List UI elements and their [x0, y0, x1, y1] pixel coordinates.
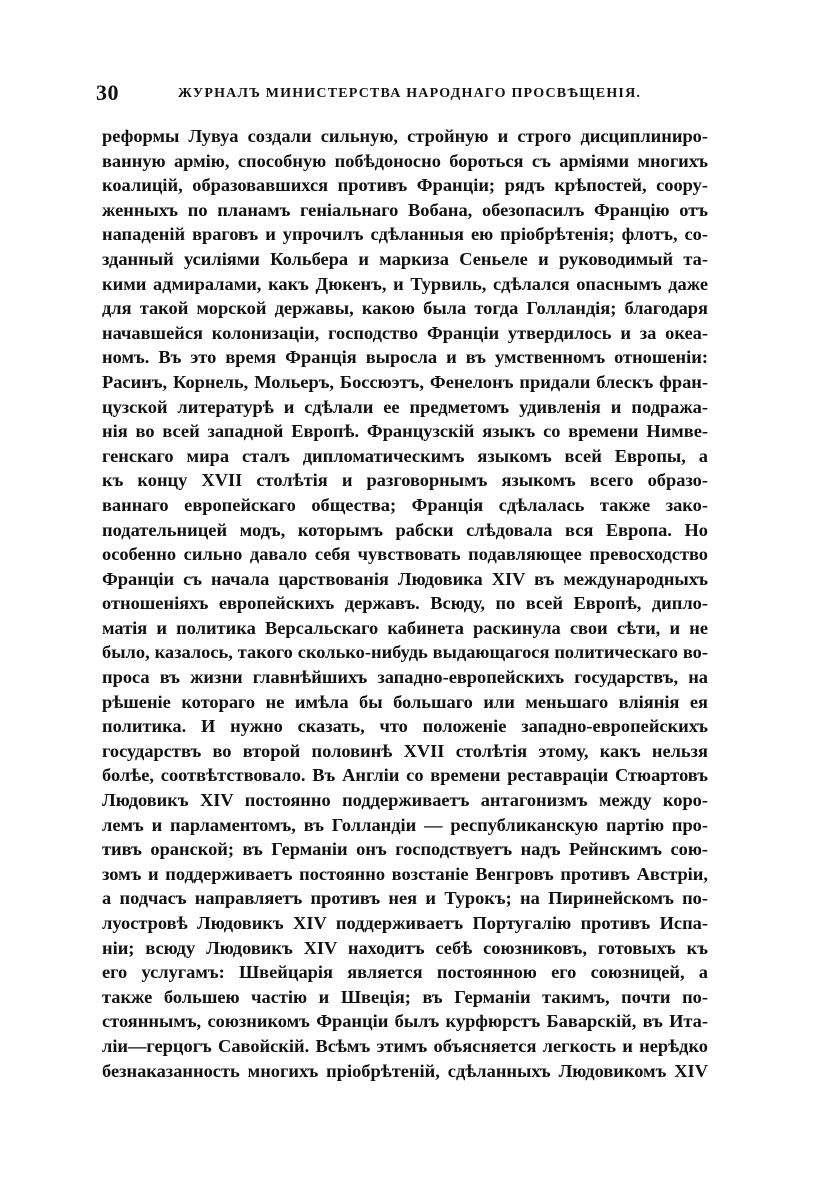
text-line: нія во всей западной Европѣ. Французскій языкъ со времени Нимве-	[102, 421, 708, 442]
text-line: Франціи съ начала царствованія Людовика XIV въ международныхъ	[102, 568, 708, 589]
body-text	[102, 124, 708, 1083]
text-line: особенно сильно давало себя чувствовать подавляющее превосходство	[102, 544, 708, 565]
text-line: политика. И нужно сказать, что положеніе западно-европейскихъ	[102, 716, 708, 737]
text-line: номъ. Въ это время Франція выросла и въ умственномъ отношеніи:	[102, 347, 708, 368]
text-line: нападеній враговъ и упрочилъ сдѣланныя ею пріобрѣтенія; флотъ, со-	[102, 224, 708, 245]
text-line: Людовикъ XIV постоянно поддерживаетъ антагонизмъ между коро-	[102, 790, 708, 811]
text-line: проса въ жизни главнѣйшихъ западно-европейскихъ государствъ, на	[102, 667, 708, 688]
text-line: ліи—герцогъ Савойскій. Всѣмъ этимъ объясняется легкость и нерѣдко	[102, 1035, 708, 1056]
text-line: государствъ во второй половинѣ XVII столѣтія этому, какъ нельзя	[102, 740, 708, 761]
text-line: стояннымъ, союзникомъ Франціи былъ курфюрстъ Баварскій, въ Ита-	[102, 1011, 708, 1032]
text-line: начавшейся колонизаціи, господство Франціи утвердилось и за океа-	[102, 322, 708, 343]
text-line: Расинъ, Корнель, Мольеръ, Боссюэтъ, Фенелонъ придали блескъ фран-	[102, 371, 708, 392]
page-header	[96, 80, 712, 110]
text-line: а подчасъ направляетъ противъ нея и Турокъ; на Пиринейскомъ по-	[102, 888, 708, 909]
text-line: отношеніяхъ европейскихъ державъ. Всюду, по всей Европѣ, дипло-	[102, 593, 708, 614]
text-line: ваннаго европейскаго общества; Франція сдѣлалась также зако-	[102, 494, 708, 515]
text-line: къ концу XVII столѣтія и разговорнымъ языкомъ всего образо-	[102, 470, 708, 491]
text-line: матія и политика Версальскаго кабинета раскинула свои сѣти, и не	[102, 617, 708, 638]
text-line: реформы Лувуа создали сильную, стройную и строго дисциплиниро-	[102, 126, 708, 146]
text-line: ніи; всюду Людовикъ XIV находитъ себѣ союзниковъ, готовыхъ къ	[102, 937, 708, 958]
text-line: было, казалось, такого сколько-нибудь выдающагося политическаго во-	[102, 642, 708, 663]
text-line: коалицій, образовавшихся противъ Франціи; рядъ крѣпостей, соору-	[102, 175, 708, 196]
text-line: также большею частію и Швеція; въ Германіи такимъ, почти по-	[102, 986, 708, 1007]
text-line: генскаго мира сталъ дипломатическимъ языкомъ всей Европы, а	[102, 445, 708, 466]
text-line: тивъ оранской; въ Германіи онъ господствуетъ надъ Рейнскимъ сою-	[102, 839, 708, 860]
text-line: подательницей модъ, которымъ рабски слѣдовала вся Европа. Но	[102, 519, 708, 540]
text-line: зданный усиліями Кольбера и маркиза Сеньеле и руководимый та-	[102, 248, 708, 269]
text-line: для такой морской державы, какою была тогда Голландія; благодаря	[102, 298, 708, 319]
text-line: зомъ и поддерживаетъ постоянно возстаніе Венгровъ противъ Австріи,	[102, 863, 708, 884]
text-line: цузской литературѣ и сдѣлали ее предметомъ удивленія и подража-	[102, 396, 708, 417]
text-line: лемъ и парламентомъ, въ Голландіи — республиканскую партію про-	[102, 814, 708, 835]
text-line: кими адмиралами, какъ Дюкенъ, и Турвиль, сдѣлался опаснымъ даже	[102, 273, 708, 294]
text-line: его услугамъ: Швейцарія является постоянною его союзницей, а	[102, 962, 708, 983]
text-line: ванную армію, способную побѣдоносно бороться съ арміями многихъ	[102, 150, 708, 171]
text-line: женныхъ по планамъ геніальнаго Вобана, обезопасилъ Францію отъ	[102, 199, 708, 220]
text-line: безнаказанность многихъ пріобрѣтеній, сдѣланныхъ Людовикомъ XIV	[102, 1060, 708, 1081]
text-line: луостровѣ Людовикъ XIV поддерживаетъ Португалію противъ Испа-	[102, 913, 708, 933]
running-title: ЖУРНАЛЪ МИНИСТЕРСТВА НАРОДНАГО ПРОСВѢЩЕНІЯ.	[178, 86, 642, 101]
text-line: рѣшеніе котораго не имѣла бы большаго или меньшаго вліянія ея	[102, 691, 708, 712]
page-number: 30	[96, 80, 119, 105]
text-line: болѣе, соотвѣтствовало. Въ Англіи со времени реставраціи Стюартовъ	[102, 765, 708, 786]
